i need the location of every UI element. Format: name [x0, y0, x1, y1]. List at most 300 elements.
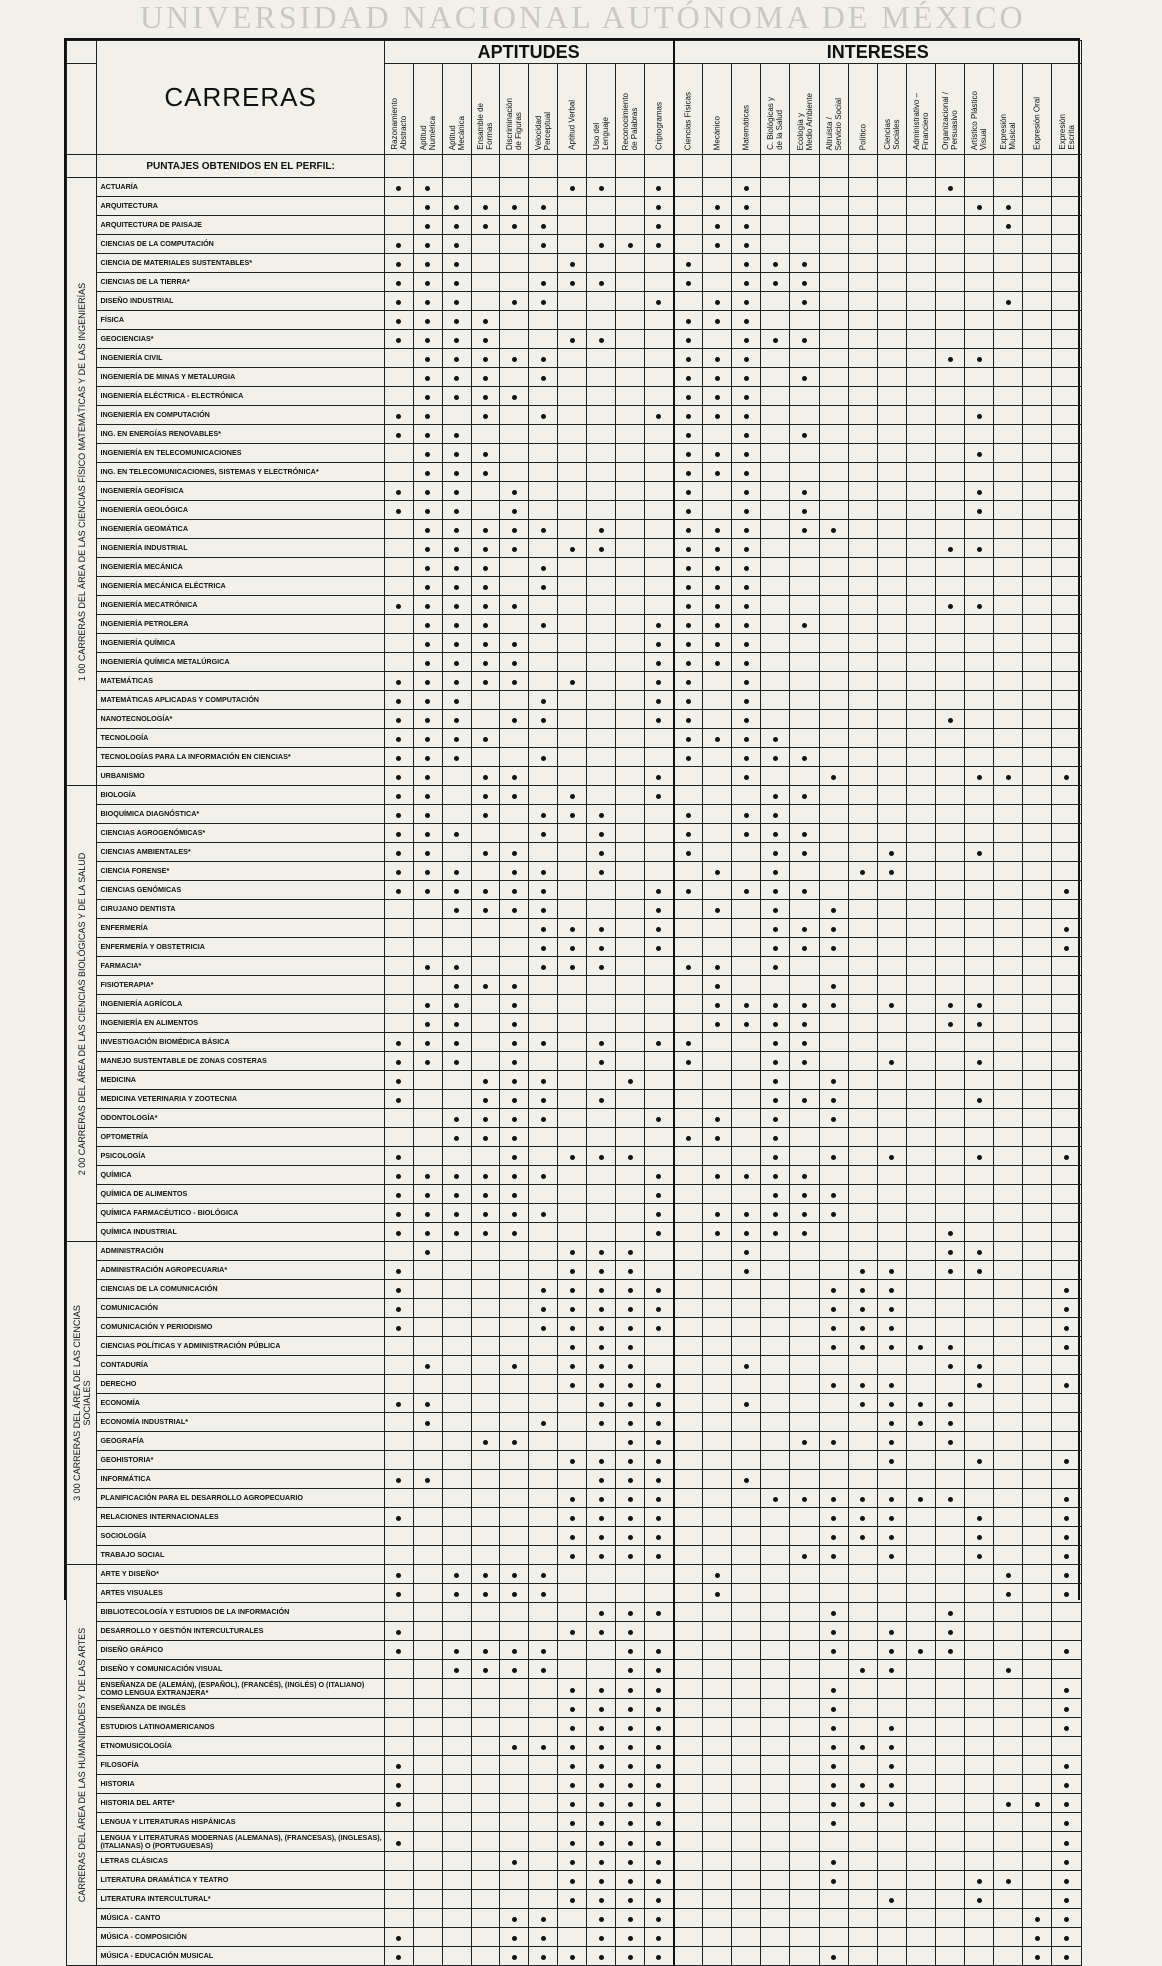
profile-score-cell[interactable]: [529, 155, 558, 178]
score-cell: [645, 216, 674, 235]
match-dot: [860, 1516, 865, 1521]
score-cell: [471, 501, 500, 520]
score-cell: [384, 1147, 413, 1166]
score-cell: [906, 1242, 935, 1261]
score-cell: [819, 368, 848, 387]
aptitude-column-header: [558, 64, 587, 155]
match-dot: [948, 1231, 953, 1236]
interest-column-label: Político: [858, 123, 868, 150]
match-dot: [656, 243, 661, 248]
score-cell: [703, 1603, 732, 1622]
score-cell: [500, 368, 529, 387]
match-dot: [802, 1554, 807, 1559]
score-cell: [819, 1242, 848, 1261]
score-cell: [1052, 1413, 1082, 1432]
match-dot: [715, 1117, 720, 1122]
score-cell: [703, 1413, 732, 1432]
score-cell: [965, 1775, 994, 1794]
score-cell: [761, 1909, 790, 1928]
score-cell: [703, 1318, 732, 1337]
match-dot: [570, 338, 575, 343]
score-cell: [994, 1794, 1023, 1813]
score-cell: [645, 463, 674, 482]
score-cell: [442, 1832, 471, 1852]
match-dot: [454, 1212, 459, 1217]
match-dot: [656, 908, 661, 913]
area-label: 3 00 CARRERAS DEL ÁREA DE LAS CIENCIAS SOCIALES: [71, 1305, 92, 1501]
score-cell: [471, 406, 500, 425]
score-cell: [529, 1699, 558, 1718]
score-cell: [906, 1603, 935, 1622]
score-cell: [384, 1546, 413, 1565]
match-dot: [656, 224, 661, 229]
match-dot: [889, 1764, 894, 1769]
match-dot: [454, 623, 459, 628]
score-cell: [616, 216, 645, 235]
score-cell: [761, 957, 790, 976]
score-cell: [790, 1737, 819, 1756]
score-cell: [877, 1394, 906, 1413]
score-cell: [848, 254, 877, 273]
score-cell: [819, 805, 848, 824]
match-dot: [599, 946, 604, 951]
match-dot: [396, 1841, 401, 1846]
score-cell: [558, 1679, 587, 1699]
score-cell: [1023, 330, 1052, 349]
score-cell: [1052, 482, 1082, 501]
score-cell: [616, 387, 645, 406]
score-cell: [936, 292, 965, 311]
match-dot: [744, 376, 749, 381]
match-dot: [628, 1497, 633, 1502]
match-dot: [977, 509, 982, 514]
score-cell: [965, 387, 994, 406]
profile-score-cell[interactable]: [1052, 155, 1082, 178]
score-cell: [645, 1565, 674, 1584]
score-cell: [616, 1794, 645, 1813]
score-cell: [848, 1109, 877, 1128]
score-cell: [384, 1014, 413, 1033]
match-dot: [1006, 1802, 1011, 1807]
match-dot: [454, 528, 459, 533]
score-cell: [558, 1928, 587, 1947]
score-cell: [645, 197, 674, 216]
score-cell: [848, 463, 877, 482]
score-cell: [616, 292, 645, 311]
profile-score-cell[interactable]: [732, 155, 761, 178]
match-dot: [483, 414, 488, 419]
match-dot: [628, 1383, 633, 1388]
score-cell: [994, 1090, 1023, 1109]
score-cell: [529, 292, 558, 311]
score-cell: [848, 1947, 877, 1966]
score-cell: [906, 1699, 935, 1718]
match-dot: [483, 395, 488, 400]
score-cell: [877, 1128, 906, 1147]
score-cell: [471, 824, 500, 843]
score-cell: [848, 330, 877, 349]
score-cell: [965, 520, 994, 539]
match-dot: [425, 471, 430, 476]
score-cell: [848, 577, 877, 596]
score-cell: [645, 178, 674, 197]
match-dot: [918, 1649, 923, 1654]
match-dot: [628, 1155, 633, 1160]
score-cell: [790, 881, 819, 900]
career-name: INGENIERÍA QUÍMICA METALÚRGICA: [97, 653, 384, 672]
score-cell: [1023, 463, 1052, 482]
score-cell: [471, 1128, 500, 1147]
score-cell: [819, 1356, 848, 1375]
score-cell: [790, 1261, 819, 1280]
match-dot: [599, 1764, 604, 1769]
career-row: [67, 539, 1082, 558]
score-cell: [819, 843, 848, 862]
score-cell: [384, 501, 413, 520]
score-cell: [703, 1775, 732, 1794]
score-cell: [529, 691, 558, 710]
score-cell: [587, 634, 616, 653]
profile-score-cell[interactable]: [877, 155, 906, 178]
profile-score-cell[interactable]: [703, 155, 732, 178]
career-row: [67, 425, 1082, 444]
match-dot: [628, 1860, 633, 1865]
score-cell: [703, 368, 732, 387]
score-cell: [965, 1090, 994, 1109]
match-dot: [831, 1288, 836, 1293]
score-cell: [558, 1584, 587, 1603]
score-cell: [819, 900, 848, 919]
score-cell: [848, 1166, 877, 1185]
profile-score-cell[interactable]: [587, 155, 616, 178]
score-cell: [587, 1470, 616, 1489]
score-cell: [1023, 1794, 1052, 1813]
score-cell: [645, 1852, 674, 1871]
score-cell: [442, 1090, 471, 1109]
match-dot: [541, 965, 546, 970]
score-cell: [994, 349, 1023, 368]
profile-score-cell[interactable]: [674, 155, 703, 178]
score-cell: [384, 1852, 413, 1871]
match-dot: [948, 1421, 953, 1426]
match-dot: [1035, 1936, 1040, 1941]
interest-column-label: Artístico Plástico Visual: [970, 90, 989, 150]
career-row: [67, 254, 1082, 273]
score-cell: [413, 1185, 442, 1204]
score-cell: [1023, 710, 1052, 729]
score-cell: [587, 387, 616, 406]
score-cell: [761, 197, 790, 216]
score-cell: [906, 596, 935, 615]
match-dot: [396, 1573, 401, 1578]
match-dot: [773, 1174, 778, 1179]
score-cell: [471, 1679, 500, 1699]
profile-score-cell[interactable]: [906, 155, 935, 178]
score-cell: [500, 1375, 529, 1394]
match-dot: [773, 965, 778, 970]
match-dot: [831, 1726, 836, 1731]
score-cell: [645, 862, 674, 881]
score-cell: [500, 387, 529, 406]
match-dot: [656, 1668, 661, 1673]
profile-score-cell[interactable]: [384, 155, 413, 178]
score-cell: [500, 520, 529, 539]
match-dot: [599, 1421, 604, 1426]
score-cell: [703, 1622, 732, 1641]
score-cell: [965, 1413, 994, 1432]
score-cell: [616, 1185, 645, 1204]
score-cell: [645, 1622, 674, 1641]
match-dot: [454, 395, 459, 400]
score-cell: [442, 463, 471, 482]
score-cell: [500, 1871, 529, 1890]
match-dot: [512, 300, 517, 305]
score-cell: [674, 1756, 703, 1775]
score-cell: [732, 539, 761, 558]
career-name: ENFERMERÍA: [97, 919, 384, 938]
score-cell: [848, 311, 877, 330]
score-cell: [877, 254, 906, 273]
match-dot: [977, 490, 982, 495]
score-cell: [442, 197, 471, 216]
score-cell: [819, 1451, 848, 1470]
score-cell: [936, 596, 965, 615]
match-dot: [628, 1307, 633, 1312]
career-row: [67, 1394, 1082, 1413]
career-row: [67, 1432, 1082, 1451]
match-dot: [773, 813, 778, 818]
score-cell: [587, 900, 616, 919]
score-cell: [1052, 1718, 1082, 1737]
score-cell: [442, 1508, 471, 1527]
score-cell: [965, 1794, 994, 1813]
match-dot: [454, 737, 459, 742]
match-dot: [541, 946, 546, 951]
score-cell: [674, 1909, 703, 1928]
score-cell: [819, 1432, 848, 1451]
score-cell: [587, 197, 616, 216]
score-cell: [994, 1166, 1023, 1185]
score-cell: [877, 1052, 906, 1071]
career-name: INGENIERÍA GEOLÓGICA: [97, 501, 384, 520]
profile-score-cell[interactable]: [761, 155, 790, 178]
score-cell: [384, 1090, 413, 1109]
score-cell: [848, 1242, 877, 1261]
profile-score-cell[interactable]: [558, 155, 587, 178]
match-dot: [656, 1726, 661, 1731]
match-dot: [425, 623, 430, 628]
career-row: [67, 1641, 1082, 1660]
score-cell: [413, 596, 442, 615]
match-dot: [918, 1497, 923, 1502]
score-cell: [994, 596, 1023, 615]
score-cell: [790, 634, 819, 653]
score-cell: [965, 406, 994, 425]
match-dot: [1006, 300, 1011, 305]
match-dot: [744, 528, 749, 533]
match-dot: [628, 1936, 633, 1941]
score-cell: [558, 197, 587, 216]
score-cell: [384, 1699, 413, 1718]
match-dot: [628, 1745, 633, 1750]
score-cell: [761, 1794, 790, 1813]
profile-score-cell[interactable]: [819, 155, 848, 178]
score-cell: [471, 919, 500, 938]
score-cell: [761, 919, 790, 938]
score-cell: [848, 539, 877, 558]
match-dot: [483, 1440, 488, 1445]
profile-score-cell[interactable]: [848, 155, 877, 178]
profile-score-cell[interactable]: [994, 155, 1023, 178]
score-cell: [500, 311, 529, 330]
aptitude-column-label: Aptitud Numérica: [418, 115, 437, 150]
score-cell: [558, 1052, 587, 1071]
score-cell: [703, 824, 732, 843]
score-cell: [1052, 1109, 1082, 1128]
score-cell: [877, 425, 906, 444]
score-cell: [674, 710, 703, 729]
score-cell: [587, 596, 616, 615]
score-cell: [703, 653, 732, 672]
score-cell: [848, 1147, 877, 1166]
score-cell: [732, 938, 761, 957]
score-cell: [442, 1261, 471, 1280]
score-cell: [1023, 1928, 1052, 1947]
match-dot: [889, 1649, 894, 1654]
score-cell: [1023, 1204, 1052, 1223]
match-dot: [512, 395, 517, 400]
score-cell: [936, 444, 965, 463]
score-cell: [587, 672, 616, 691]
score-cell: [500, 330, 529, 349]
match-dot: [715, 376, 720, 381]
career-row: [67, 235, 1082, 254]
match-dot: [1035, 1802, 1040, 1807]
career-row: [67, 691, 1082, 710]
score-cell: [529, 1451, 558, 1470]
score-cell: [1052, 1737, 1082, 1756]
score-cell: [471, 1909, 500, 1928]
score-cell: [616, 444, 645, 463]
career-name: ESTUDIOS LATINOAMERICANOS: [97, 1718, 384, 1737]
career-name: OPTOMETRÍA: [97, 1128, 384, 1147]
match-dot: [744, 281, 749, 286]
match-dot: [483, 357, 488, 362]
match-dot: [773, 927, 778, 932]
score-cell: [442, 1641, 471, 1660]
score-cell: [761, 1166, 790, 1185]
match-dot: [570, 281, 575, 286]
score-cell: [732, 843, 761, 862]
score-cell: [413, 254, 442, 273]
score-cell: [819, 1375, 848, 1394]
score-cell: [819, 1052, 848, 1071]
profile-score-cell[interactable]: [936, 155, 965, 178]
score-cell: [616, 1014, 645, 1033]
score-cell: [936, 1375, 965, 1394]
match-dot: [802, 509, 807, 514]
score-cell: [384, 406, 413, 425]
score-cell: [413, 1679, 442, 1699]
score-cell: [384, 1223, 413, 1242]
score-cell: [1023, 1014, 1052, 1033]
match-dot: [599, 1936, 604, 1941]
match-dot: [656, 680, 661, 685]
match-dot: [977, 1098, 982, 1103]
match-dot: [628, 1611, 633, 1616]
profile-score-cell[interactable]: [965, 155, 994, 178]
career-row: [67, 1871, 1082, 1890]
score-cell: [965, 1489, 994, 1508]
score-cell: [558, 425, 587, 444]
profile-score-cell[interactable]: [790, 155, 819, 178]
score-cell: [936, 1622, 965, 1641]
score-cell: [819, 653, 848, 672]
profile-score-cell[interactable]: [413, 155, 442, 178]
score-cell: [558, 1699, 587, 1718]
profile-score-cell[interactable]: [1023, 155, 1052, 178]
profile-score-cell[interactable]: [442, 155, 471, 178]
score-cell: [965, 1470, 994, 1489]
match-dot: [802, 1022, 807, 1027]
match-dot: [948, 1003, 953, 1008]
score-cell: [965, 1699, 994, 1718]
match-dot: [1064, 1802, 1069, 1807]
score-cell: [587, 748, 616, 767]
score-cell: [413, 1813, 442, 1832]
score-cell: [413, 1699, 442, 1718]
score-cell: [936, 634, 965, 653]
score-cell: [877, 178, 906, 197]
match-dot: [599, 1516, 604, 1521]
match-dot: [686, 376, 691, 381]
score-cell: [994, 1699, 1023, 1718]
match-dot: [802, 1440, 807, 1445]
score-cell: [877, 1204, 906, 1223]
score-cell: [558, 1737, 587, 1756]
career-row: [67, 1527, 1082, 1546]
score-cell: [558, 748, 587, 767]
area-label-cell: [67, 1565, 97, 1966]
career-name: MATEMÁTICAS APLICADAS Y COMPUTACIÓN: [97, 691, 384, 710]
score-cell: [500, 501, 529, 520]
profile-score-cell[interactable]: [616, 155, 645, 178]
score-cell: [529, 1470, 558, 1489]
score-cell: [1052, 1147, 1082, 1166]
match-dot: [744, 889, 749, 894]
score-cell: [761, 1718, 790, 1737]
score-cell: [529, 1508, 558, 1527]
match-dot: [425, 319, 430, 324]
profile-score-cell[interactable]: [471, 155, 500, 178]
match-dot: [948, 547, 953, 552]
match-dot: [686, 528, 691, 533]
match-dot: [656, 927, 661, 932]
score-cell: [674, 634, 703, 653]
profile-score-cell[interactable]: [500, 155, 529, 178]
score-cell: [936, 900, 965, 919]
score-cell: [906, 1033, 935, 1052]
score-cell: [558, 1508, 587, 1527]
score-cell: [819, 1890, 848, 1909]
score-cell: [877, 406, 906, 425]
score-cell: [645, 634, 674, 653]
match-dot: [889, 1535, 894, 1540]
score-cell: [703, 311, 732, 330]
score-cell: [616, 254, 645, 273]
match-dot: [396, 1783, 401, 1788]
profile-score-cell[interactable]: [645, 155, 674, 178]
